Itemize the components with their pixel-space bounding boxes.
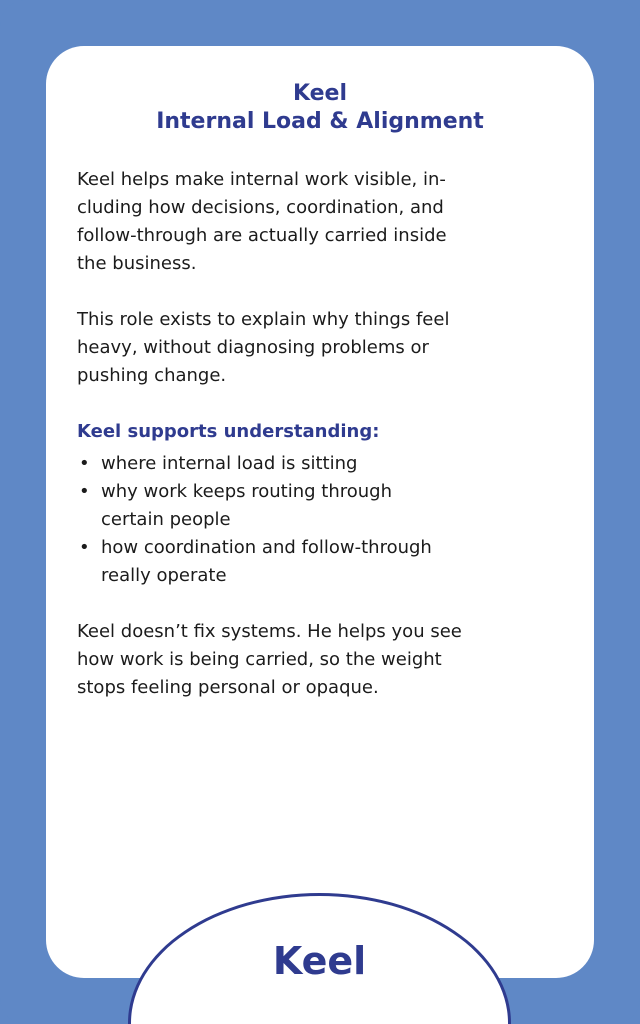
name-label: Keel [272, 939, 367, 983]
intro-line: the business. [77, 253, 197, 274]
purpose-line: heavy, without diagnosing problems or [77, 337, 429, 358]
purpose-line: This role exists to explain why things feel [77, 309, 450, 330]
closing-line: Keel doesn’t fix systems. He helps you see [77, 621, 462, 642]
list-item [77, 450, 547, 478]
bullet-icon: • [79, 453, 90, 474]
list-item [77, 534, 547, 590]
card-body [77, 166, 547, 730]
closing-line: stops feeling personal or opaque. [77, 677, 379, 698]
list-item-line: where internal load is sitting [101, 453, 358, 474]
bullet-icon: • [79, 537, 90, 558]
card-panel [46, 46, 594, 978]
card-title [46, 80, 594, 136]
purpose-paragraph [77, 306, 547, 390]
closing-paragraph [77, 618, 547, 702]
intro-line: follow-through are actually carried inside [77, 225, 447, 246]
card-title-role: Internal Load & Alignment [156, 109, 484, 134]
bullet-icon: • [79, 481, 90, 502]
list-item-line: certain people [101, 509, 231, 530]
intro-paragraph [77, 166, 547, 278]
intro-line: cluding how decisions, coordination, and [77, 197, 444, 218]
list-item-line: really operate [101, 565, 227, 586]
intro-line: Keel helps make internal work visible, in- [77, 169, 446, 190]
purpose-line: pushing change. [77, 365, 227, 386]
closing-line: how work is being carried, so the weight [77, 649, 442, 670]
list-item-line: how coordination and follow-through [101, 537, 432, 558]
list-heading: Keel supports understanding: [77, 421, 380, 442]
list-item [77, 478, 547, 534]
list-item-line: why work keeps routing through [101, 481, 393, 502]
support-list [77, 450, 547, 590]
card-title-name: Keel [292, 81, 348, 106]
